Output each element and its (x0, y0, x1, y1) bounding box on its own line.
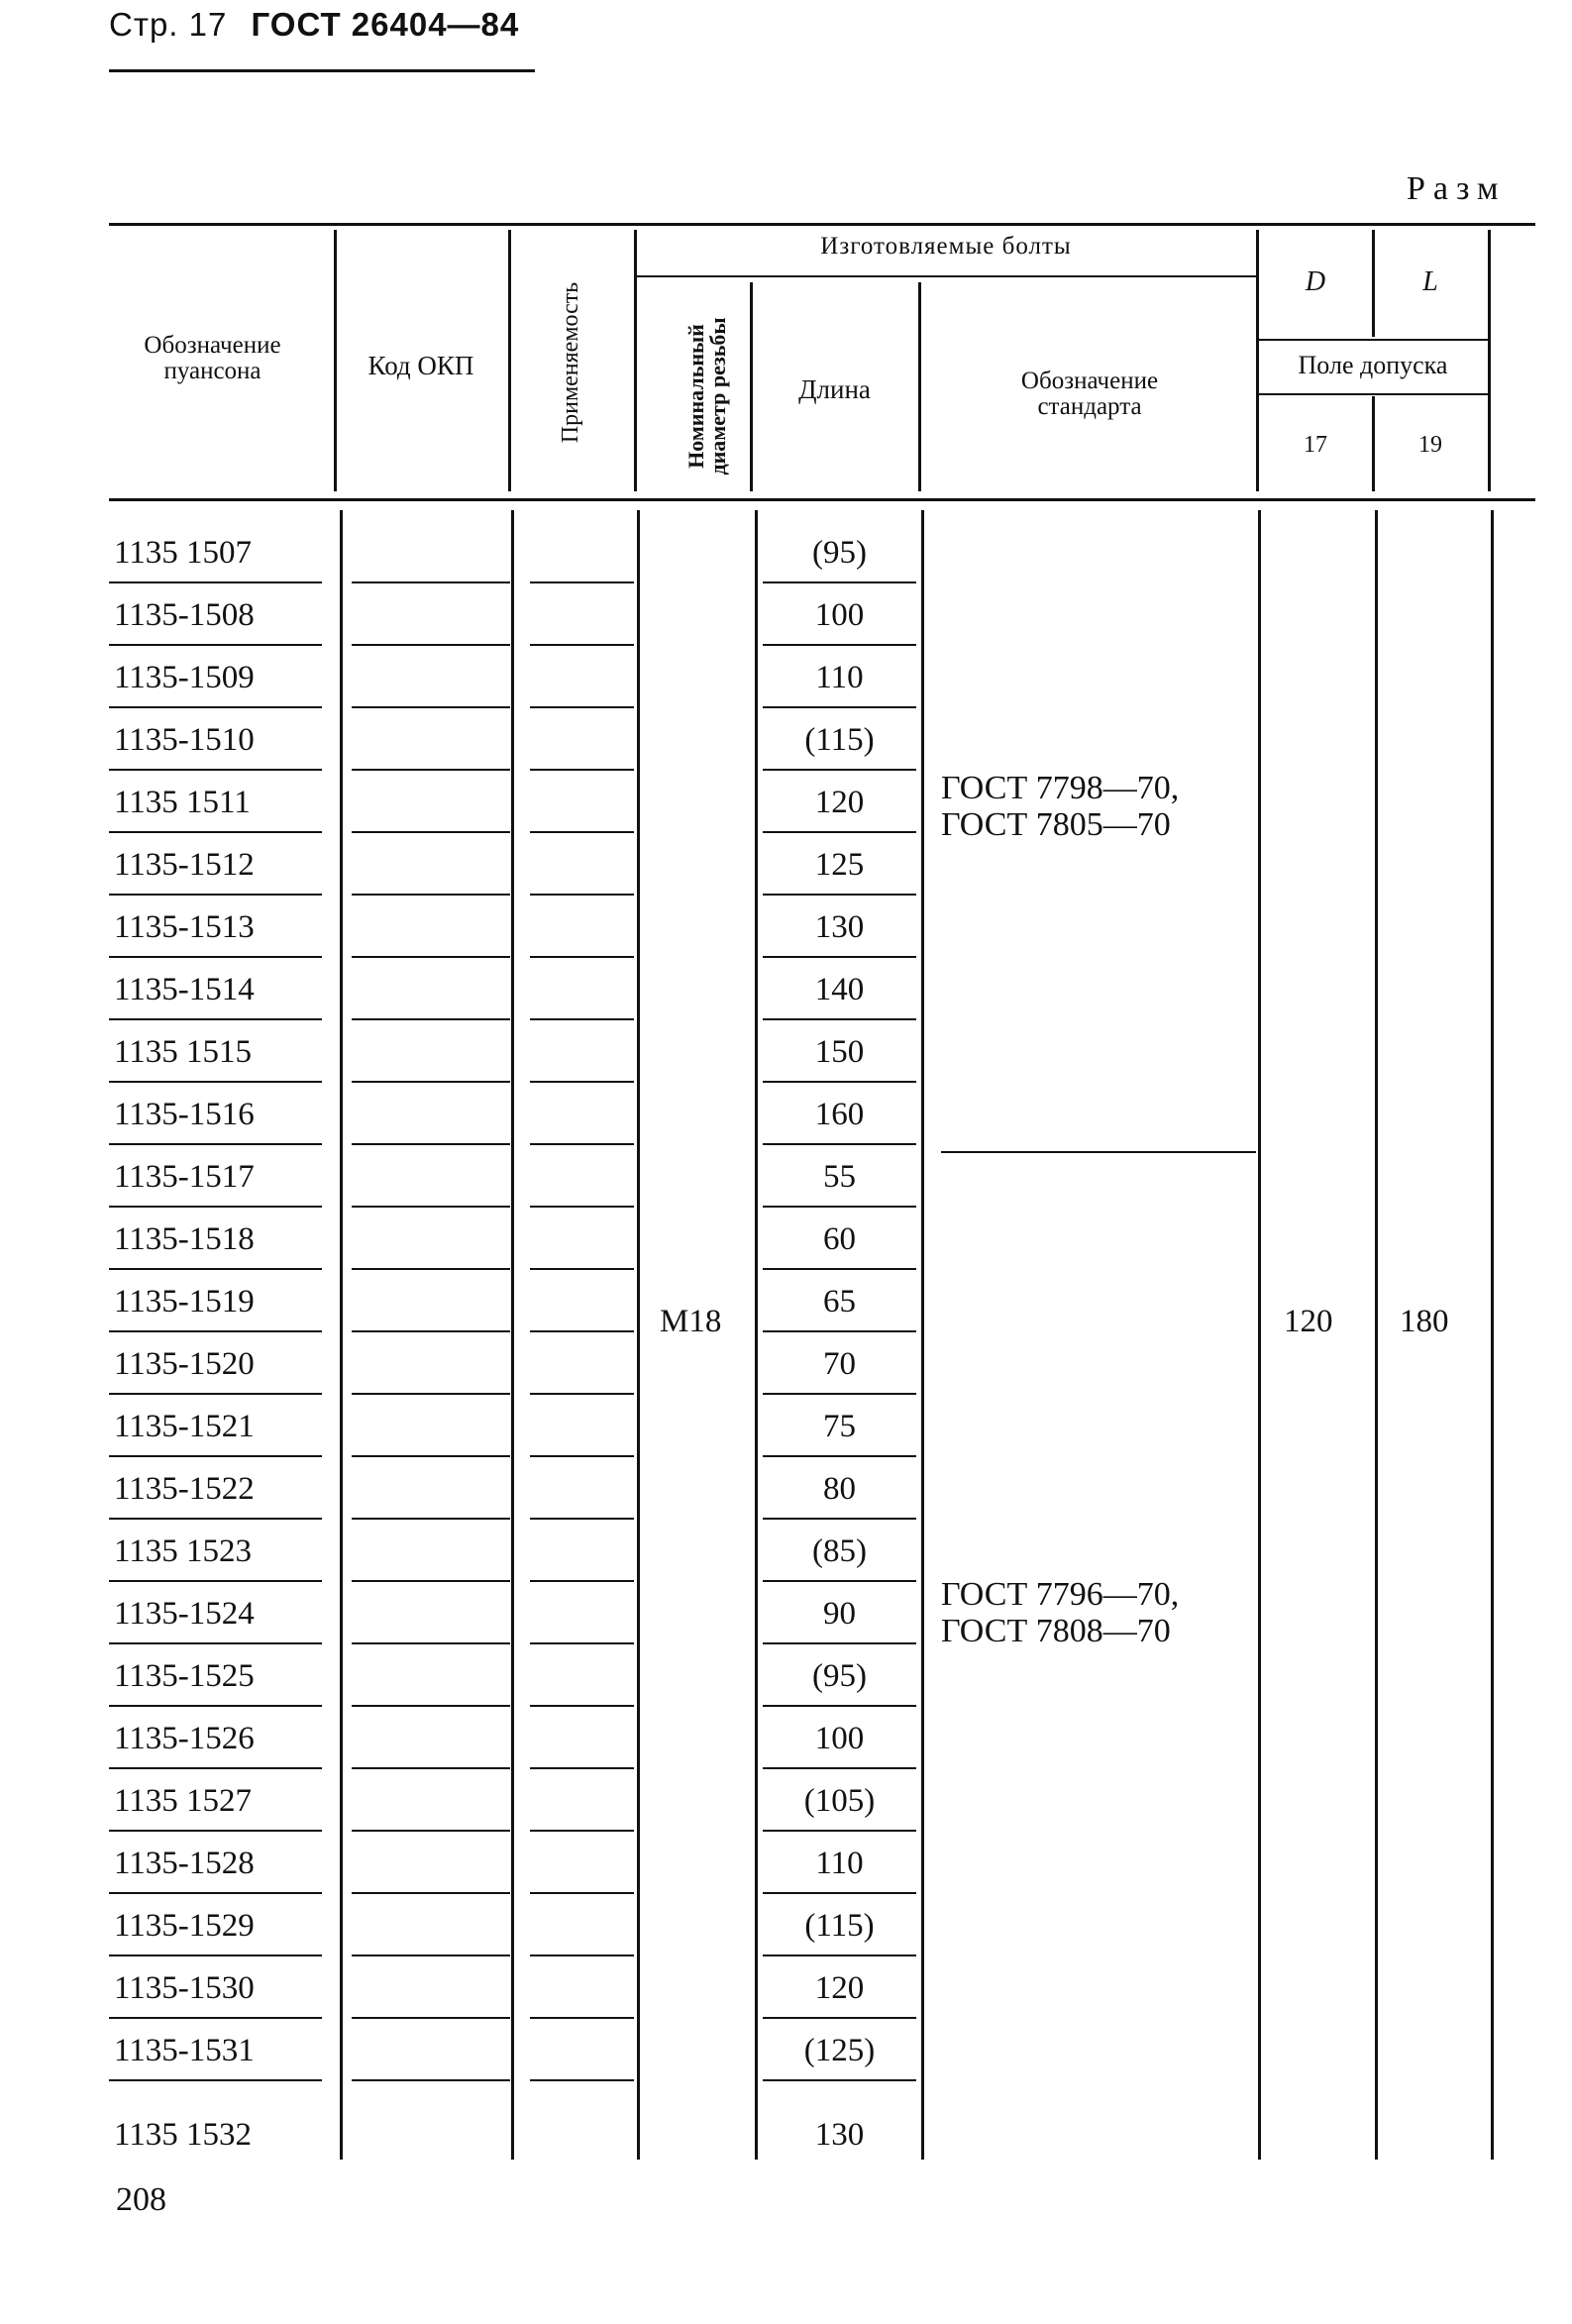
table-title-fragment: Разм (1407, 170, 1507, 207)
standard-group-1: ГОСТ 7798—70, ГОСТ 7805—70 (941, 770, 1180, 843)
bolt-length: (95) (812, 1658, 867, 1694)
header-subrule (1258, 339, 1488, 341)
column-header-length: Длина (798, 374, 871, 404)
row-underline (352, 1954, 510, 1956)
row-underline (530, 1580, 634, 1582)
row-underline (352, 1830, 510, 1832)
row-underline (352, 1455, 510, 1457)
header-divider (508, 230, 511, 491)
row-underline (530, 1143, 634, 1145)
column-header-standard-designation: Обозначение стандарта (1020, 368, 1159, 420)
body-divider (1258, 510, 1261, 2160)
row-underline (530, 1268, 634, 1270)
bolt-length: 75 (823, 1409, 856, 1444)
row-underline (530, 1767, 634, 1769)
row-underline (763, 706, 916, 708)
row-underline (109, 1393, 322, 1395)
punch-designation: 1135-1519 (114, 1284, 255, 1320)
row-underline (530, 2079, 634, 2081)
punch-designation: 1135-1529 (114, 1908, 255, 1944)
punch-designation: 1135 1507 (114, 535, 253, 571)
row-underline (352, 1705, 510, 1707)
row-underline (530, 1330, 634, 1332)
row-underline (763, 581, 916, 583)
row-underline (530, 831, 634, 833)
row-underline (352, 1081, 510, 1083)
row-underline (763, 1518, 916, 1520)
bolt-length: 125 (814, 847, 865, 883)
punch-designation: 1135-1510 (114, 722, 255, 758)
header-divider (1488, 230, 1491, 491)
row-underline (763, 2017, 916, 2019)
bolt-length: 80 (823, 1471, 856, 1507)
d-value: 120 (1284, 1304, 1333, 1339)
row-underline (109, 644, 322, 646)
row-underline (352, 1518, 510, 1520)
punch-designation: 1135-1514 (114, 972, 255, 1007)
row-underline (763, 1580, 916, 1582)
row-underline (530, 1206, 634, 1208)
body-divider (921, 510, 924, 2160)
row-underline (109, 1206, 322, 1208)
row-underline (530, 1455, 634, 1457)
punch-designation: 1135-1528 (114, 1846, 255, 1881)
header-underline (109, 69, 535, 72)
punch-designation: 1135-1526 (114, 1721, 255, 1756)
punch-designation: 1135-1521 (114, 1409, 255, 1444)
bolt-length: (115) (804, 1908, 875, 1944)
bolt-length: 150 (814, 1034, 865, 1070)
bolt-length: (105) (803, 1783, 876, 1819)
bolt-length: 100 (814, 1721, 865, 1756)
body-divider (511, 510, 514, 2160)
row-underline (763, 1081, 916, 1083)
row-underline (763, 1642, 916, 1644)
bolt-length: 130 (814, 2117, 865, 2153)
bolt-length: 120 (814, 785, 865, 820)
row-underline (530, 1018, 634, 1020)
row-underline (352, 2079, 510, 2081)
punch-designation: 1135-1524 (114, 1596, 255, 1632)
row-underline (109, 1892, 322, 1894)
l-value: 180 (1400, 1304, 1449, 1339)
punch-designation: 1135-1516 (114, 1097, 255, 1132)
row-underline (763, 1705, 916, 1707)
page-number-prefix: Стр. 17 (109, 6, 228, 43)
row-underline (352, 1393, 510, 1395)
row-underline (763, 894, 916, 896)
punch-designation: 1135 1511 (114, 785, 251, 820)
row-underline (763, 769, 916, 771)
row-underline (530, 2017, 634, 2019)
row-underline (530, 581, 634, 583)
row-underline (530, 1642, 634, 1644)
bolt-length: (85) (812, 1533, 867, 1569)
bolt-length: 130 (814, 909, 865, 945)
row-underline (109, 1018, 322, 1020)
row-underline (109, 1705, 322, 1707)
punch-designation: 1135-1512 (114, 847, 255, 883)
row-underline (763, 1143, 916, 1145)
bolt-length: (95) (812, 535, 867, 571)
body-divider (1491, 510, 1494, 2160)
thread-diameter-value: M18 (660, 1304, 722, 1339)
punch-designation: 1135-1513 (114, 909, 255, 945)
header-divider (634, 230, 637, 491)
row-underline (352, 1268, 510, 1270)
row-underline (109, 2079, 322, 2081)
row-underline (352, 644, 510, 646)
table-top-rule (109, 223, 1535, 226)
punch-designation: 1135 1532 (114, 2117, 253, 2153)
column-header-bolts-group: Изготовляемые болты (820, 233, 1072, 260)
header-subrule (634, 275, 1258, 277)
row-underline (109, 956, 322, 958)
bolt-length: 90 (823, 1596, 856, 1632)
standard-title: ГОСТ 26404—84 (251, 6, 520, 43)
row-underline (109, 1830, 322, 1832)
row-underline (109, 2017, 322, 2019)
row-underline (763, 644, 916, 646)
column-header-l-tolerance: 19 (1418, 432, 1442, 458)
row-underline (109, 1081, 322, 1083)
punch-designation: 1135-1509 (114, 660, 255, 695)
row-underline (109, 769, 322, 771)
row-underline (763, 831, 916, 833)
row-underline (530, 1081, 634, 1083)
row-underline (530, 1705, 634, 1707)
row-underline (352, 706, 510, 708)
header-divider (918, 282, 921, 491)
row-underline (763, 956, 916, 958)
row-underline (109, 1330, 322, 1332)
row-underline (352, 1018, 510, 1020)
bolt-length: 140 (814, 972, 865, 1007)
row-underline (352, 1580, 510, 1582)
row-underline (763, 1018, 916, 1020)
body-divider (637, 510, 640, 2160)
punch-designation: 1135 1527 (114, 1783, 253, 1819)
row-underline (352, 1767, 510, 1769)
bolt-length: 110 (815, 660, 864, 695)
column-header-d-tolerance: 17 (1304, 432, 1327, 458)
row-underline (763, 1954, 916, 1956)
body-divider (755, 510, 758, 2160)
punch-designation: 1135-1518 (114, 1221, 255, 1257)
row-underline (763, 1767, 916, 1769)
column-header-l: L (1422, 266, 1438, 297)
row-underline (352, 581, 510, 583)
row-underline (352, 1330, 510, 1332)
row-underline (109, 1767, 322, 1769)
row-underline (763, 1393, 916, 1395)
row-underline (530, 1892, 634, 1894)
bolt-length: 55 (823, 1159, 856, 1195)
row-underline (352, 956, 510, 958)
standard-group-separator (941, 1151, 1256, 1153)
punch-designation: 1135-1525 (114, 1658, 255, 1694)
punch-designation: 1135-1517 (114, 1159, 255, 1195)
column-header-d: D (1305, 266, 1326, 297)
header-bottom-rule (109, 498, 1535, 501)
row-underline (530, 1954, 634, 1956)
row-underline (763, 1892, 916, 1894)
row-underline (763, 1206, 916, 1208)
row-underline (352, 1892, 510, 1894)
page-number: 208 (116, 2181, 166, 2218)
row-underline (109, 894, 322, 896)
row-underline (530, 1393, 634, 1395)
row-underline (109, 1642, 322, 1644)
bolt-length: 160 (814, 1097, 865, 1132)
column-header-okp-code: Код ОКП (367, 351, 474, 380)
row-underline (763, 2079, 916, 2081)
row-underline (352, 2017, 510, 2019)
row-underline (109, 706, 322, 708)
row-underline (109, 581, 322, 583)
punch-designation: 1135-1520 (114, 1346, 255, 1382)
bolt-length: 60 (823, 1221, 856, 1257)
row-underline (109, 1954, 322, 1956)
bolt-length: 110 (815, 1846, 864, 1881)
bolt-length: (115) (804, 722, 875, 758)
row-underline (530, 1830, 634, 1832)
bolt-length: 70 (823, 1346, 856, 1382)
bolt-length: 65 (823, 1284, 856, 1320)
row-underline (352, 769, 510, 771)
row-underline (109, 1580, 322, 1582)
bolt-length: 120 (814, 1970, 865, 2006)
header-subrule (1258, 393, 1488, 395)
punch-designation: 1135-1508 (114, 597, 255, 633)
column-header-tolerance-field: Поле допуска (1298, 351, 1448, 379)
punch-designation: 1135-1522 (114, 1471, 255, 1507)
column-header-applicability: Применяемость (558, 281, 583, 444)
row-underline (763, 1830, 916, 1832)
row-underline (352, 831, 510, 833)
body-divider (340, 510, 343, 2160)
standard-group-2: ГОСТ 7796—70, ГОСТ 7808—70 (941, 1576, 1180, 1649)
punch-designation: 1135 1515 (114, 1034, 253, 1070)
row-underline (109, 1143, 322, 1145)
body-divider (1375, 510, 1378, 2160)
row-underline (109, 831, 322, 833)
punch-designation: 1135 1523 (114, 1533, 253, 1569)
punch-designation: 1135-1530 (114, 1970, 255, 2006)
row-underline (530, 894, 634, 896)
row-underline (763, 1268, 916, 1270)
row-underline (530, 644, 634, 646)
row-underline (109, 1518, 322, 1520)
bolt-length: (125) (803, 2033, 876, 2068)
row-underline (352, 1642, 510, 1644)
column-header-designation: Обозначение пуансона (144, 332, 281, 384)
row-underline (763, 1455, 916, 1457)
row-underline (109, 1455, 322, 1457)
row-underline (109, 1268, 322, 1270)
row-underline (530, 769, 634, 771)
row-underline (530, 706, 634, 708)
page-header (109, 6, 519, 44)
row-underline (763, 1330, 916, 1332)
row-underline (352, 1143, 510, 1145)
punch-designation: 1135-1531 (114, 2033, 255, 2068)
row-underline (352, 1206, 510, 1208)
row-underline (352, 894, 510, 896)
column-header-thread-diameter: Номинальный диаметр резьбы (683, 317, 730, 475)
bolt-length: 100 (814, 597, 865, 633)
row-underline (530, 1518, 634, 1520)
row-underline (530, 956, 634, 958)
